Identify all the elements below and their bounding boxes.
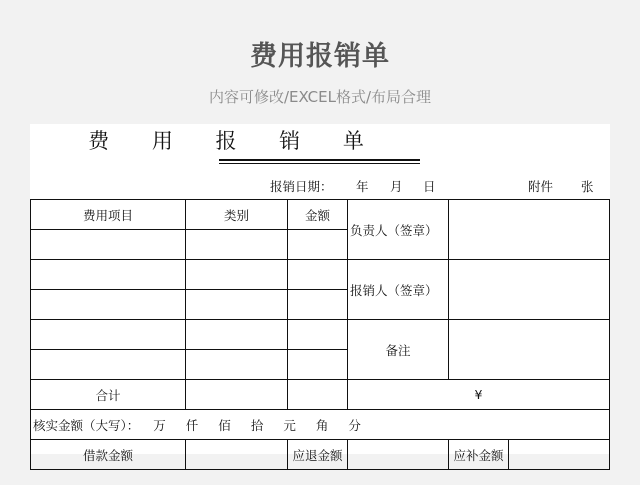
responsible-signature[interactable] [448, 199, 610, 260]
category-row-1[interactable] [185, 229, 288, 260]
header-item: 费用项目 [30, 199, 186, 230]
banner-title: 费用报销单 [250, 41, 390, 72]
loan-amount[interactable] [185, 439, 288, 470]
supplement-label: 应补金额 [448, 439, 509, 470]
remarks-field[interactable] [448, 319, 610, 380]
verified-amount-row [30, 409, 610, 440]
unit-wan: 万 [153, 417, 166, 433]
amount-row-1[interactable] [287, 229, 348, 260]
total-label: 合计 [30, 379, 186, 410]
form-title: 费 用 报 销 单 [88, 129, 382, 153]
remarks-label: 备注 [347, 319, 449, 380]
unit-qian: 仟 [185, 417, 199, 433]
total-amount[interactable] [287, 379, 348, 410]
date-year: 年 [356, 179, 369, 194]
amount-row-2[interactable] [287, 259, 348, 290]
amount-row-4[interactable] [287, 319, 348, 350]
banner-subtitle: 内容可修改/EXCEL格式/布局合理 [208, 88, 432, 106]
reimburser-label: 报销人（签章） [347, 259, 449, 320]
refund-label: 应退金额 [287, 439, 348, 470]
form-table [30, 199, 610, 463]
expense-form-sheet [30, 124, 610, 463]
item-row-5[interactable] [30, 349, 186, 380]
category-row-5[interactable] [185, 349, 288, 380]
item-row-3[interactable] [30, 289, 186, 320]
unit-jiao: 角 [315, 417, 329, 433]
attachment-unit: 张 [581, 179, 594, 194]
reimburser-signature[interactable] [448, 259, 610, 320]
date-day: 日 [423, 179, 436, 194]
title-underline-thick [219, 159, 420, 161]
supplement-amount[interactable] [508, 439, 610, 470]
total-category[interactable] [185, 379, 288, 410]
total-currency: ¥ [347, 379, 610, 410]
unit-bai: 佰 [218, 417, 231, 433]
category-row-2[interactable] [185, 259, 288, 290]
refund-amount[interactable] [347, 439, 449, 470]
verified-label: 核实金额（大写）： [33, 417, 140, 433]
category-row-4[interactable] [185, 319, 288, 350]
header-amount: 金额 [287, 199, 348, 230]
attachment-label: 附件 [528, 179, 554, 194]
responsible-label: 负责人（签章） [347, 199, 449, 260]
loan-label: 借款金额 [30, 439, 186, 470]
date-month: 月 [390, 179, 403, 194]
item-row-1[interactable] [30, 229, 186, 260]
date-label: 报销日期： [270, 179, 333, 194]
amount-row-5[interactable] [287, 349, 348, 380]
unit-shi: 拾 [250, 417, 264, 433]
unit-fen: 分 [348, 417, 361, 433]
item-row-2[interactable] [30, 259, 186, 290]
category-row-3[interactable] [185, 289, 288, 320]
amount-row-3[interactable] [287, 289, 348, 320]
header-category: 类别 [185, 199, 288, 230]
unit-yuan: 元 [283, 417, 296, 433]
title-underline-thin [219, 163, 420, 164]
item-row-4[interactable] [30, 319, 186, 350]
